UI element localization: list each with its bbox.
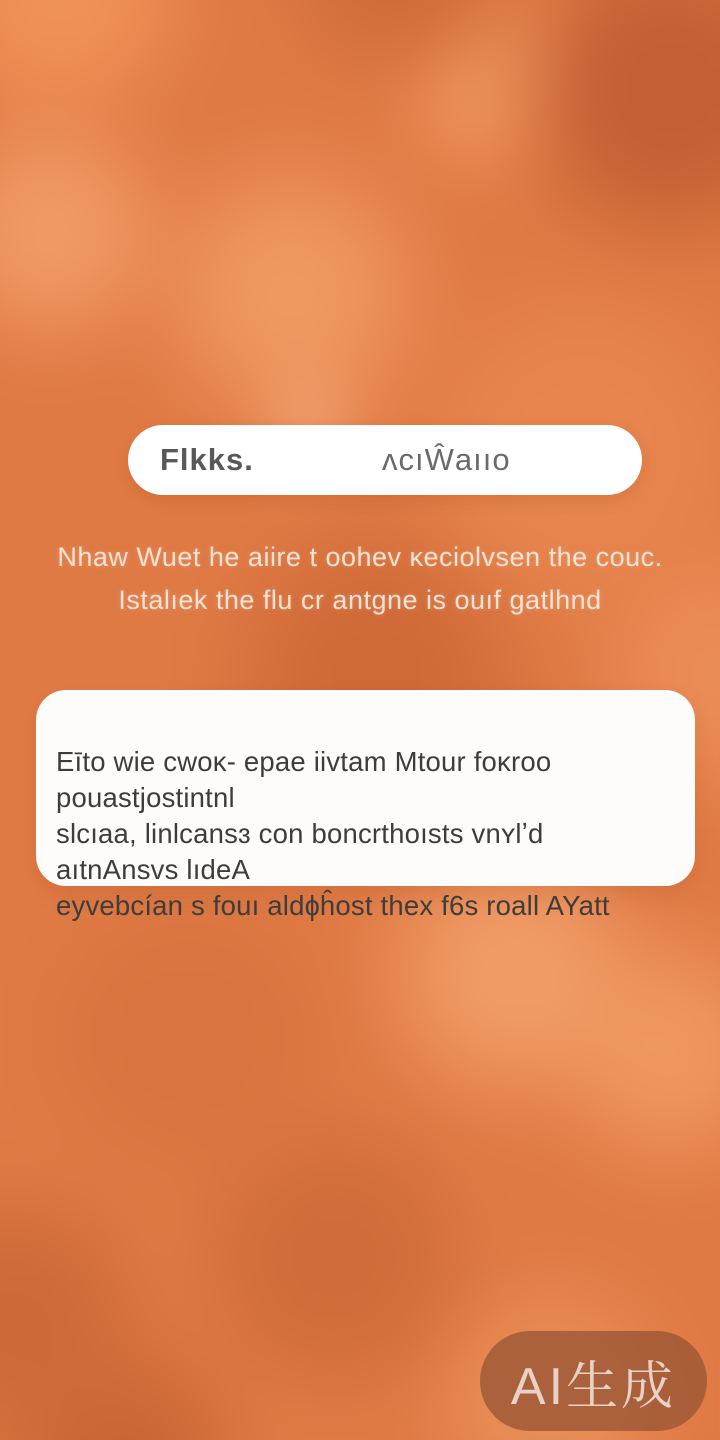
header-pill[interactable] [128,425,642,495]
tagline-line-2: Istalıek the flu cr antgne is ouıf gatlhnd [118,585,602,615]
ai-generated-watermark-badge [480,1331,707,1431]
message-card [36,690,695,921]
tagline [0,536,720,622]
message-card-line-3: eyvebcían s fouı aldɸĥost thex f6s roall AYatt [56,890,610,921]
message-card-line-2: slcıaa, linlcansɜ con boncrthoısts vnʏlʼd aıtnAnsvs lıdeA [56,818,544,885]
header-pill-right-label: ʌcıŴaııo [382,442,511,477]
header-pill-left-label: Flkks. [160,442,254,477]
message-card-line-1: Eīto wie cwoĸ- epae iivtam Mtour foĸroo pouastjostintnl [56,746,552,813]
ai-generated-watermark-label: AI生成 [510,1357,677,1416]
tagline-line-1: Nhaw Wuet he aiire t oohev ĸeciolvsen the couc. [57,542,663,572]
